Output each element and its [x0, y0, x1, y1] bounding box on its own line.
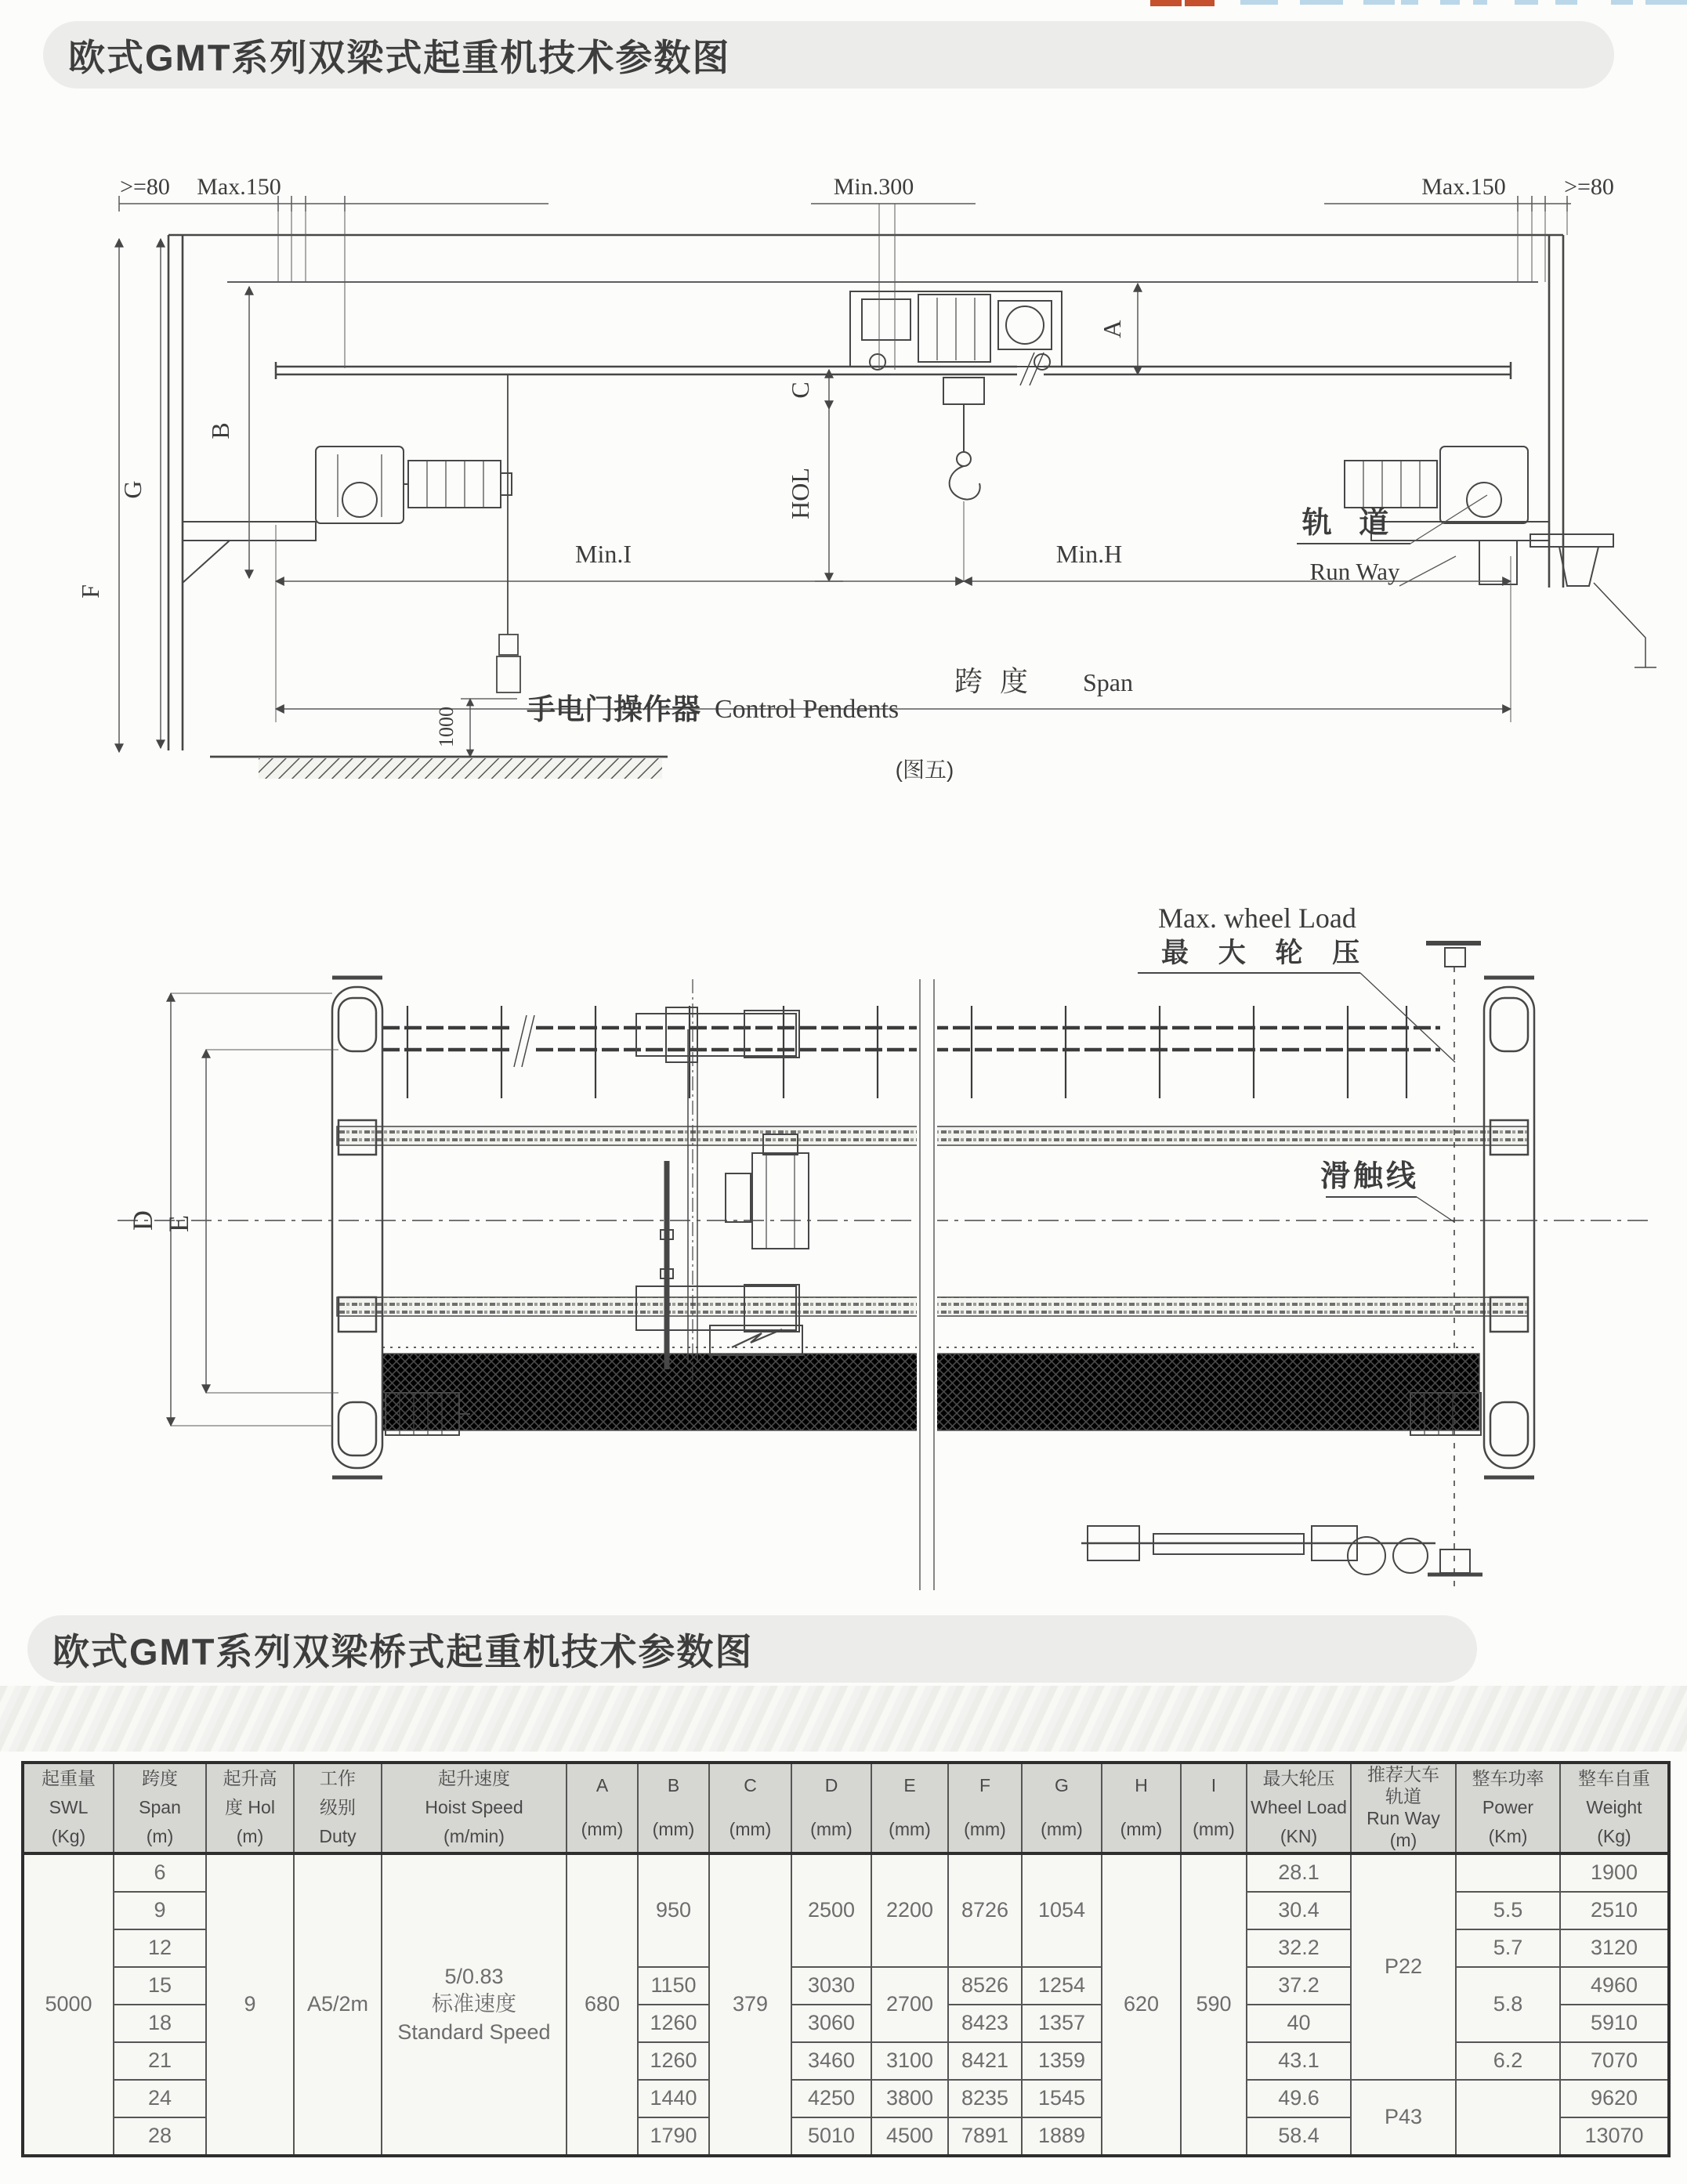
- col-header-b: B (mm): [638, 1763, 709, 1853]
- hoist-dimension-lines: [815, 284, 1138, 581]
- page-edge-fragment-blue: [1240, 0, 1278, 5]
- cell-power-3: 5.8: [1456, 1967, 1560, 2042]
- cell-weight-3: 4960: [1560, 1967, 1669, 2005]
- scan-texture-band: [0, 1686, 1687, 1752]
- cell-weight-7: 13070: [1560, 2117, 1669, 2156]
- runway-label-en: Run Way: [1309, 558, 1400, 585]
- dim-label-f: F: [76, 584, 104, 598]
- right-end-carriage: [1345, 447, 1656, 667]
- cell-runway-6: P43: [1351, 2080, 1456, 2156]
- cell-f-3: 8526: [948, 1967, 1022, 2005]
- cell-f-6: 8235: [948, 2080, 1022, 2117]
- cell-g-7: 1889: [1022, 2117, 1102, 2156]
- cell-f-4: 8423: [948, 2005, 1022, 2042]
- cell-span-6: 24: [114, 2080, 206, 2117]
- figure1-caption: (图五): [895, 758, 954, 782]
- dim-label-a: A: [1098, 320, 1126, 338]
- cell-power-1: 5.5: [1456, 1892, 1560, 1929]
- wheel-load-label-cn: 最 大 轮 压: [1161, 938, 1371, 968]
- cell-span-1: 9: [114, 1892, 206, 1929]
- cell-power-0: [1456, 1853, 1560, 1892]
- cell-hol-0: 9: [206, 1853, 294, 2156]
- dim-label-ge80-left: >=80: [120, 174, 170, 200]
- dim-label-e: E: [163, 1215, 194, 1232]
- bridge-girder: [276, 362, 1511, 379]
- left-end-carriage: [183, 447, 512, 583]
- cell-weight-6: 9620: [1560, 2080, 1669, 2117]
- cell-e-0: 2200: [871, 1853, 948, 1967]
- cell-wheel_load-0: 28.1: [1247, 1853, 1351, 1892]
- cell-b-7: 1790: [638, 2117, 709, 2156]
- col-header-wheel_load: 最大轮压 Wheel Load (KN): [1247, 1763, 1351, 1853]
- cell-weight-0: 1900: [1560, 1853, 1669, 1892]
- page-edge-fragment-blue: [1300, 0, 1343, 5]
- cell-e-5: 3100: [871, 2042, 948, 2080]
- pendant-height-label: 1000: [435, 707, 458, 747]
- cell-e-6: 3800: [871, 2080, 948, 2117]
- dim-label-b: B: [206, 422, 234, 439]
- cell-d-5: 3460: [791, 2042, 871, 2080]
- section-title-1-text: 欧式GMT系列双梁式起重机技术参数图: [68, 36, 731, 78]
- pendant-label-cn: 手电门操作器: [527, 693, 701, 725]
- cell-b-0: 950: [638, 1853, 709, 1967]
- dim-label-hol: HOL: [786, 468, 814, 519]
- cell-wheel_load-1: 30.4: [1247, 1892, 1351, 1929]
- col-header-g: G (mm): [1022, 1763, 1102, 1853]
- cell-power-5: 6.2: [1456, 2042, 1560, 2080]
- col-header-i: I (mm): [1181, 1763, 1247, 1853]
- cell-d-7: 5010: [791, 2117, 871, 2156]
- cell-f-7: 7891: [948, 2117, 1022, 2156]
- col-header-a: A (mm): [567, 1763, 638, 1853]
- col-header-duty: 工作 级别 Duty: [294, 1763, 382, 1853]
- dim-label-min300: Min.300: [833, 174, 914, 200]
- ground-hatch: [259, 758, 662, 779]
- section-title-1: [43, 21, 1614, 89]
- col-header-span: 跨度 Span (m): [114, 1763, 206, 1853]
- figure2-plan-drawing: [0, 862, 1687, 1594]
- dim-label-min-h: Min.H: [1055, 540, 1123, 568]
- col-header-hol: 起升高 度 Hol (m): [206, 1763, 294, 1853]
- spec-table-body: [23, 1853, 1669, 2156]
- cell-span-4: 18: [114, 2005, 206, 2042]
- handrails: [382, 1006, 1440, 1098]
- de-dimension-lines: [171, 993, 338, 1426]
- col-header-h: H (mm): [1102, 1763, 1181, 1853]
- page-edge-fragment-blue: [1363, 0, 1395, 5]
- cell-wheel_load-2: 32.2: [1247, 1929, 1351, 1967]
- col-header-d: D (mm): [791, 1763, 871, 1853]
- page-edge-fragment-blue: [1440, 0, 1460, 5]
- wheel-load-leader: [1138, 943, 1481, 1590]
- cell-a-0: 680: [567, 1853, 638, 2156]
- building-structure-lines: [168, 235, 1563, 757]
- dim-label-max150-right: Max.150: [1421, 174, 1506, 200]
- cell-power-6: [1456, 2080, 1560, 2156]
- cell-wheel_load-4: 40: [1247, 2005, 1351, 2042]
- page-edge-fragment-blue: [1515, 0, 1538, 5]
- cell-b-3: 1150: [638, 1967, 709, 2005]
- bottom-rail-detail: [1081, 1526, 1482, 1575]
- spec-table-head: [23, 1763, 1669, 1853]
- cell-b-4: 1260: [638, 2005, 709, 2042]
- col-header-swl: 起重量 SWL (Kg): [23, 1763, 114, 1853]
- cell-d-3: 3030: [791, 1967, 871, 2005]
- cell-g-0: 1054: [1022, 1853, 1102, 1967]
- cell-wheel_load-6: 49.6: [1247, 2080, 1351, 2117]
- section-title-2-text: 欧式GMT系列双梁桥式起重机技术参数图: [52, 1630, 754, 1672]
- cell-f-5: 8421: [948, 2042, 1022, 2080]
- cell-weight-5: 7070: [1560, 2042, 1669, 2080]
- runway-label-cn: 轨 道: [1301, 507, 1399, 540]
- dim-label-g: G: [118, 480, 147, 499]
- hook-assembly: [943, 378, 984, 500]
- cell-g-3: 1254: [1022, 1967, 1102, 2005]
- cell-span-0: 6: [114, 1853, 206, 1892]
- cell-swl-0: 5000: [23, 1853, 114, 2156]
- page-edge-fragment-red: [1185, 0, 1215, 6]
- col-header-e: E (mm): [871, 1763, 948, 1853]
- cell-c-0: 379: [709, 1853, 791, 2156]
- wheel-load-label-en: Max. wheel Load: [1158, 902, 1356, 934]
- col-header-f: F (mm): [948, 1763, 1022, 1853]
- page-edge-fragment-blue: [1401, 0, 1418, 5]
- top-dimension-lines: [119, 196, 1571, 370]
- page-edge-fragment-blue: [1611, 0, 1633, 5]
- cell-span-7: 28: [114, 2117, 206, 2156]
- cell-d-0: 2500: [791, 1853, 871, 1967]
- spec-table: [21, 1761, 1671, 2157]
- dim-label-d: D: [127, 1210, 158, 1231]
- cell-e-3: 2700: [871, 1967, 948, 2042]
- cell-d-4: 3060: [791, 2005, 871, 2042]
- col-header-weight: 整车自重 Weight (Kg): [1560, 1763, 1669, 1853]
- cell-power-2: 5.7: [1456, 1929, 1560, 1967]
- cell-g-4: 1357: [1022, 2005, 1102, 2042]
- cell-weight-2: 3120: [1560, 1929, 1669, 1967]
- cell-g-5: 1359: [1022, 2042, 1102, 2080]
- cell-h-0: 620: [1102, 1853, 1181, 2156]
- cell-weight-4: 5910: [1560, 2005, 1669, 2042]
- page-edge-fragment-red: [1150, 0, 1182, 6]
- dim-label-ge80-right: >=80: [1564, 174, 1614, 200]
- cell-i-0: 590: [1181, 1853, 1247, 2156]
- col-header-c: C (mm): [709, 1763, 791, 1853]
- cell-e-7: 4500: [871, 2117, 948, 2156]
- pendant-label-en: Control Pendents: [715, 695, 900, 724]
- dim-label-c: C: [786, 381, 814, 399]
- cell-wheel_load-3: 37.2: [1247, 1967, 1351, 2005]
- cell-d-6: 4250: [791, 2080, 871, 2117]
- control-pendant: [461, 374, 520, 757]
- cell-f-0: 8726: [948, 1853, 1022, 1967]
- dim-label-min-i: Min.I: [575, 540, 632, 568]
- page-edge-fragment-blue: [1645, 0, 1687, 5]
- cell-b-6: 1440: [638, 2080, 709, 2117]
- cell-speed-0: 5/0.83 标准速度 Standard Speed: [382, 1853, 567, 2156]
- cell-span-5: 21: [114, 2042, 206, 2080]
- page-edge-fragment-blue: [1555, 0, 1577, 5]
- busbar-label-cn: 滑触线: [1320, 1160, 1420, 1193]
- cell-duty-0: A5/2m: [294, 1853, 382, 2156]
- cell-g-6: 1545: [1022, 2080, 1102, 2117]
- col-header-speed: 起升速度 Hoist Speed (m/min): [382, 1763, 567, 1853]
- page-edge-fragment-blue: [1473, 0, 1487, 5]
- col-header-runway: 推荐大车 轨道 Run Way (m): [1351, 1763, 1456, 1853]
- cell-span-3: 15: [114, 1967, 206, 2005]
- col-header-power: 整车功率 Power (Km): [1456, 1763, 1560, 1853]
- busbar-leader: [1326, 1197, 1454, 1222]
- cell-b-5: 1260: [638, 2042, 709, 2080]
- cell-runway-0: P22: [1351, 1853, 1456, 2080]
- cell-wheel_load-7: 58.4: [1247, 2117, 1351, 2156]
- dim-label-max150-left: Max.150: [197, 174, 281, 200]
- section-title-2: [27, 1615, 1477, 1683]
- span-label-en: Span: [1083, 668, 1133, 696]
- span-label-cn: 跨 度: [954, 665, 1034, 697]
- cell-span-2: 12: [114, 1929, 206, 1967]
- cell-weight-1: 2510: [1560, 1892, 1669, 1929]
- figure1-elevation-drawing: [0, 86, 1687, 795]
- cell-wheel_load-5: 43.1: [1247, 2042, 1351, 2080]
